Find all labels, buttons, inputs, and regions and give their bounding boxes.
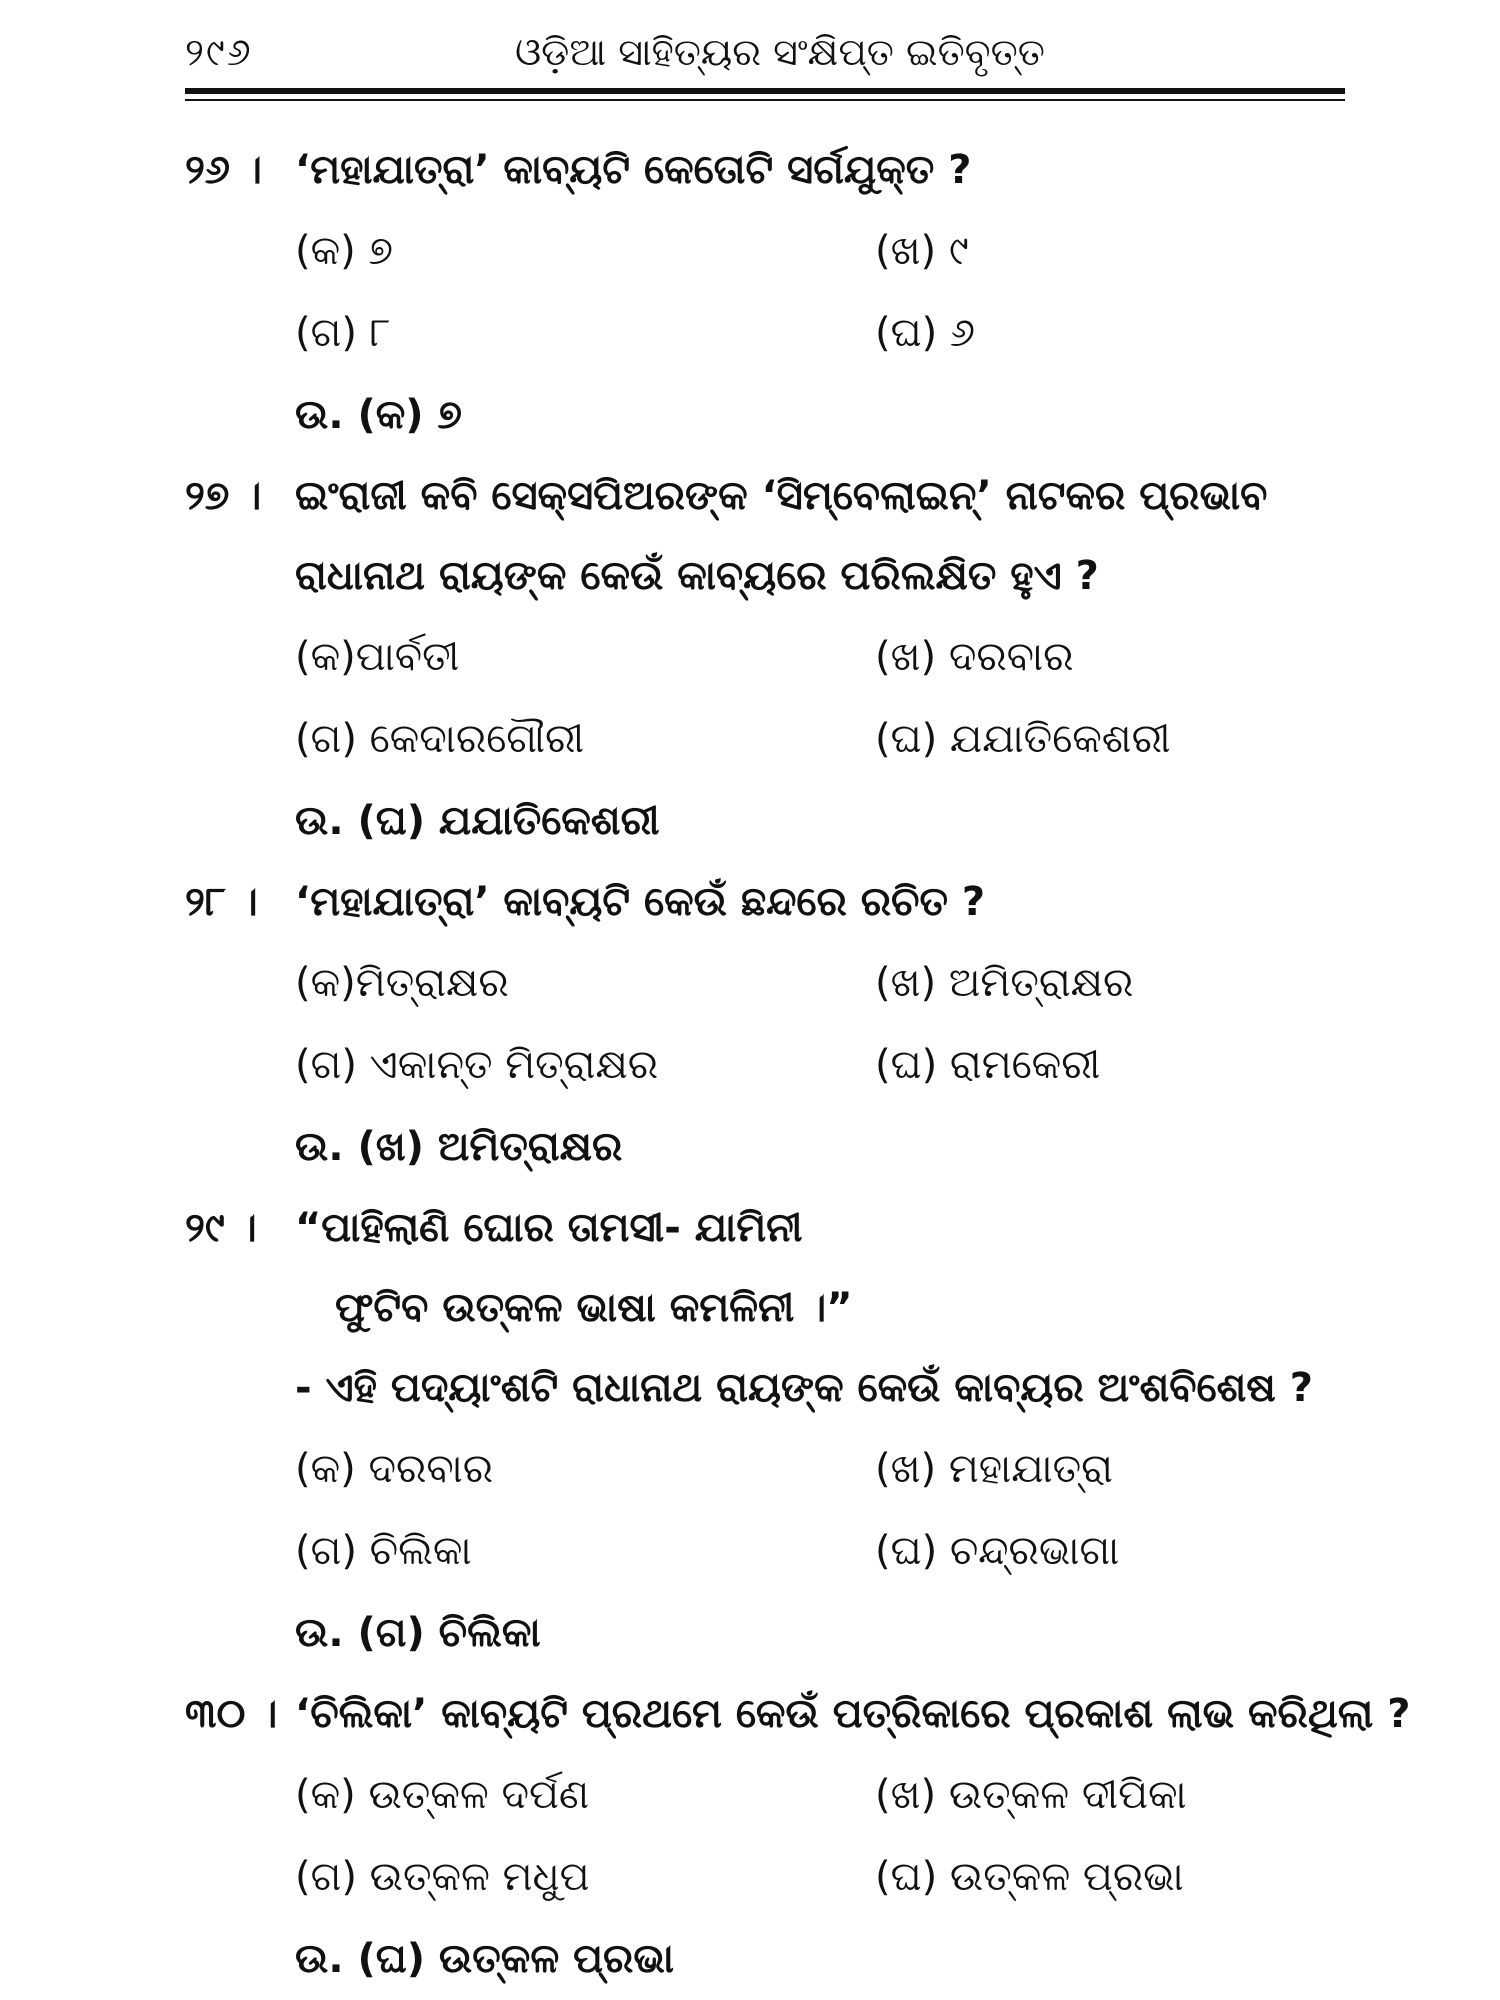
header-rule-thick [185,88,1345,94]
option-ga: (ଗ) ୮ [295,310,391,356]
option-ka: (କ)ମିତ୍ରାକ୍ଷର [295,960,509,1006]
option-ka: (କ) ୭ [295,228,393,274]
page-header [185,22,1345,82]
options-grid [185,210,1350,374]
question-text: ‘ମହାଯାତ୍ରା’ କାବ୍ୟଟି କେତୋଟି ସର୍ଗଯୁକ୍ତ ? [295,147,972,193]
option-kha: (ଖ) ଦରବାର [875,634,1074,680]
question-26 [185,130,1350,456]
answer-line: ଉ. (ଘ) ଉତ୍କଳ ପ୍ରଭା [295,1936,674,1982]
running-title: ଓଡ଼ିଆ ସାହିତ୍ୟର ସଂକ୍ଷିପ୍ତ ଇତିବୃତ୍ତ [515,30,1045,74]
header-rule-thin [185,99,1345,101]
question-number: ୩୦ । [185,1691,278,1737]
question-30 [185,1674,1411,2000]
option-kha: (ଖ) ଅମିତ୍ରାକ୍ଷର [875,960,1134,1006]
option-ga: (ଗ) ଚିଲିକା [295,1528,472,1574]
option-kha: (ଖ) ଉତ୍କଳ ଦୀପିକା [875,1772,1187,1818]
page-number: ୨୯୬ [185,30,253,74]
option-ka: (କ) ଦରବାର [295,1446,494,1492]
options-grid [185,942,1350,1106]
option-gha: (ଘ) ଚନ୍ଦ୍ରଭାଗା [875,1528,1120,1574]
option-gha: (ଘ) ଯଯାତିକେଶରୀ [875,716,1171,762]
question-29 [185,1188,1350,1674]
question-text: “ପାହିଲାଣି ଘୋର ତାମସୀ- ଯାମିନୀ [295,1205,803,1251]
option-ga: (ଗ) ଏକାନ୍ତ ମିତ୍ରାକ୍ଷର [295,1042,659,1088]
option-kha: (ଖ) ୯ [875,228,969,274]
option-gha: (ଘ) ୬ [875,310,976,356]
options-grid [185,1754,1350,1918]
question-number: ୨୭ । [185,473,262,519]
verse-line: ଫୁଟିବ ଉତ୍କଳ ଭାଷା କମଳିନୀ ।” [335,1285,853,1331]
option-gha: (ଘ) ଉତ୍କଳ ପ୍ରଭା [875,1854,1184,1900]
question-27 [185,456,1350,862]
answer-line: ଉ. (ଘ) ଯଯାତିକେଶରୀ [295,798,660,844]
question-28 [185,862,1350,1188]
question-text-continued: ରାଧାନାଥ ରାୟଙ୍କ କେଉଁ କାବ୍ୟରେ ପରିଲକ୍ଷିତ ହୁଏ ? [295,553,1099,599]
option-ka: (କ) ଉତ୍କଳ ଦର୍ପଣ [295,1772,590,1818]
question-list [185,130,1411,2000]
options-grid [185,1428,1350,1592]
option-gha: (ଘ) ରାମକେରୀ [875,1042,1101,1088]
answer-line: ଉ. (ଖ) ଅମିତ୍ରାକ୍ଷର [295,1124,623,1170]
option-kha: (ଖ) ମହାଯାତ୍ରା [875,1446,1113,1492]
option-ga: (ଗ) ଉତ୍କଳ ମଧୁପ [295,1854,590,1900]
option-ka: (କ)ପାର୍ବତୀ [295,634,460,680]
question-number: ୨୮ । [185,879,258,925]
answer-line: ଉ. (କ) ୭ [295,392,462,438]
question-text: ‘ମହାଯାତ୍ରା’ କାବ୍ୟଟି କେଉଁ ଛନ୍ଦରେ ରଚିତ ? [295,879,986,925]
question-number: ୨୯ । [185,1205,257,1251]
options-grid [185,616,1350,780]
question-text: ‘ଚିଲିକା’ କାବ୍ୟଟି ପ୍ରଥମେ କେଉଁ ପତ୍ରିକାରେ ପ୍ରକାଶ ଲାଭ କରିଥିଲା ? [295,1691,1411,1737]
question-prompt: - ଏହି ପଦ୍ୟାଂଶଟି ରାଧାନାଥ ରାୟଙ୍କ କେଉଁ କାବ୍ୟର ଅଂଶବିଶେଷ ? [295,1365,1313,1411]
question-number: ୨୬ । [185,147,262,193]
question-text: ଇଂରାଜୀ କବି ସେକ୍ସପିଅରଙ୍କ ‘ସିମ୍ବେଲାଇନ୍’ ନାଟକର ପ୍ରଭାବ [295,473,1268,519]
answer-line: ଉ. (ଗ) ଚିଲିକା [295,1610,541,1656]
option-ga: (ଗ) କେଦାରଗୌରୀ [295,716,585,762]
